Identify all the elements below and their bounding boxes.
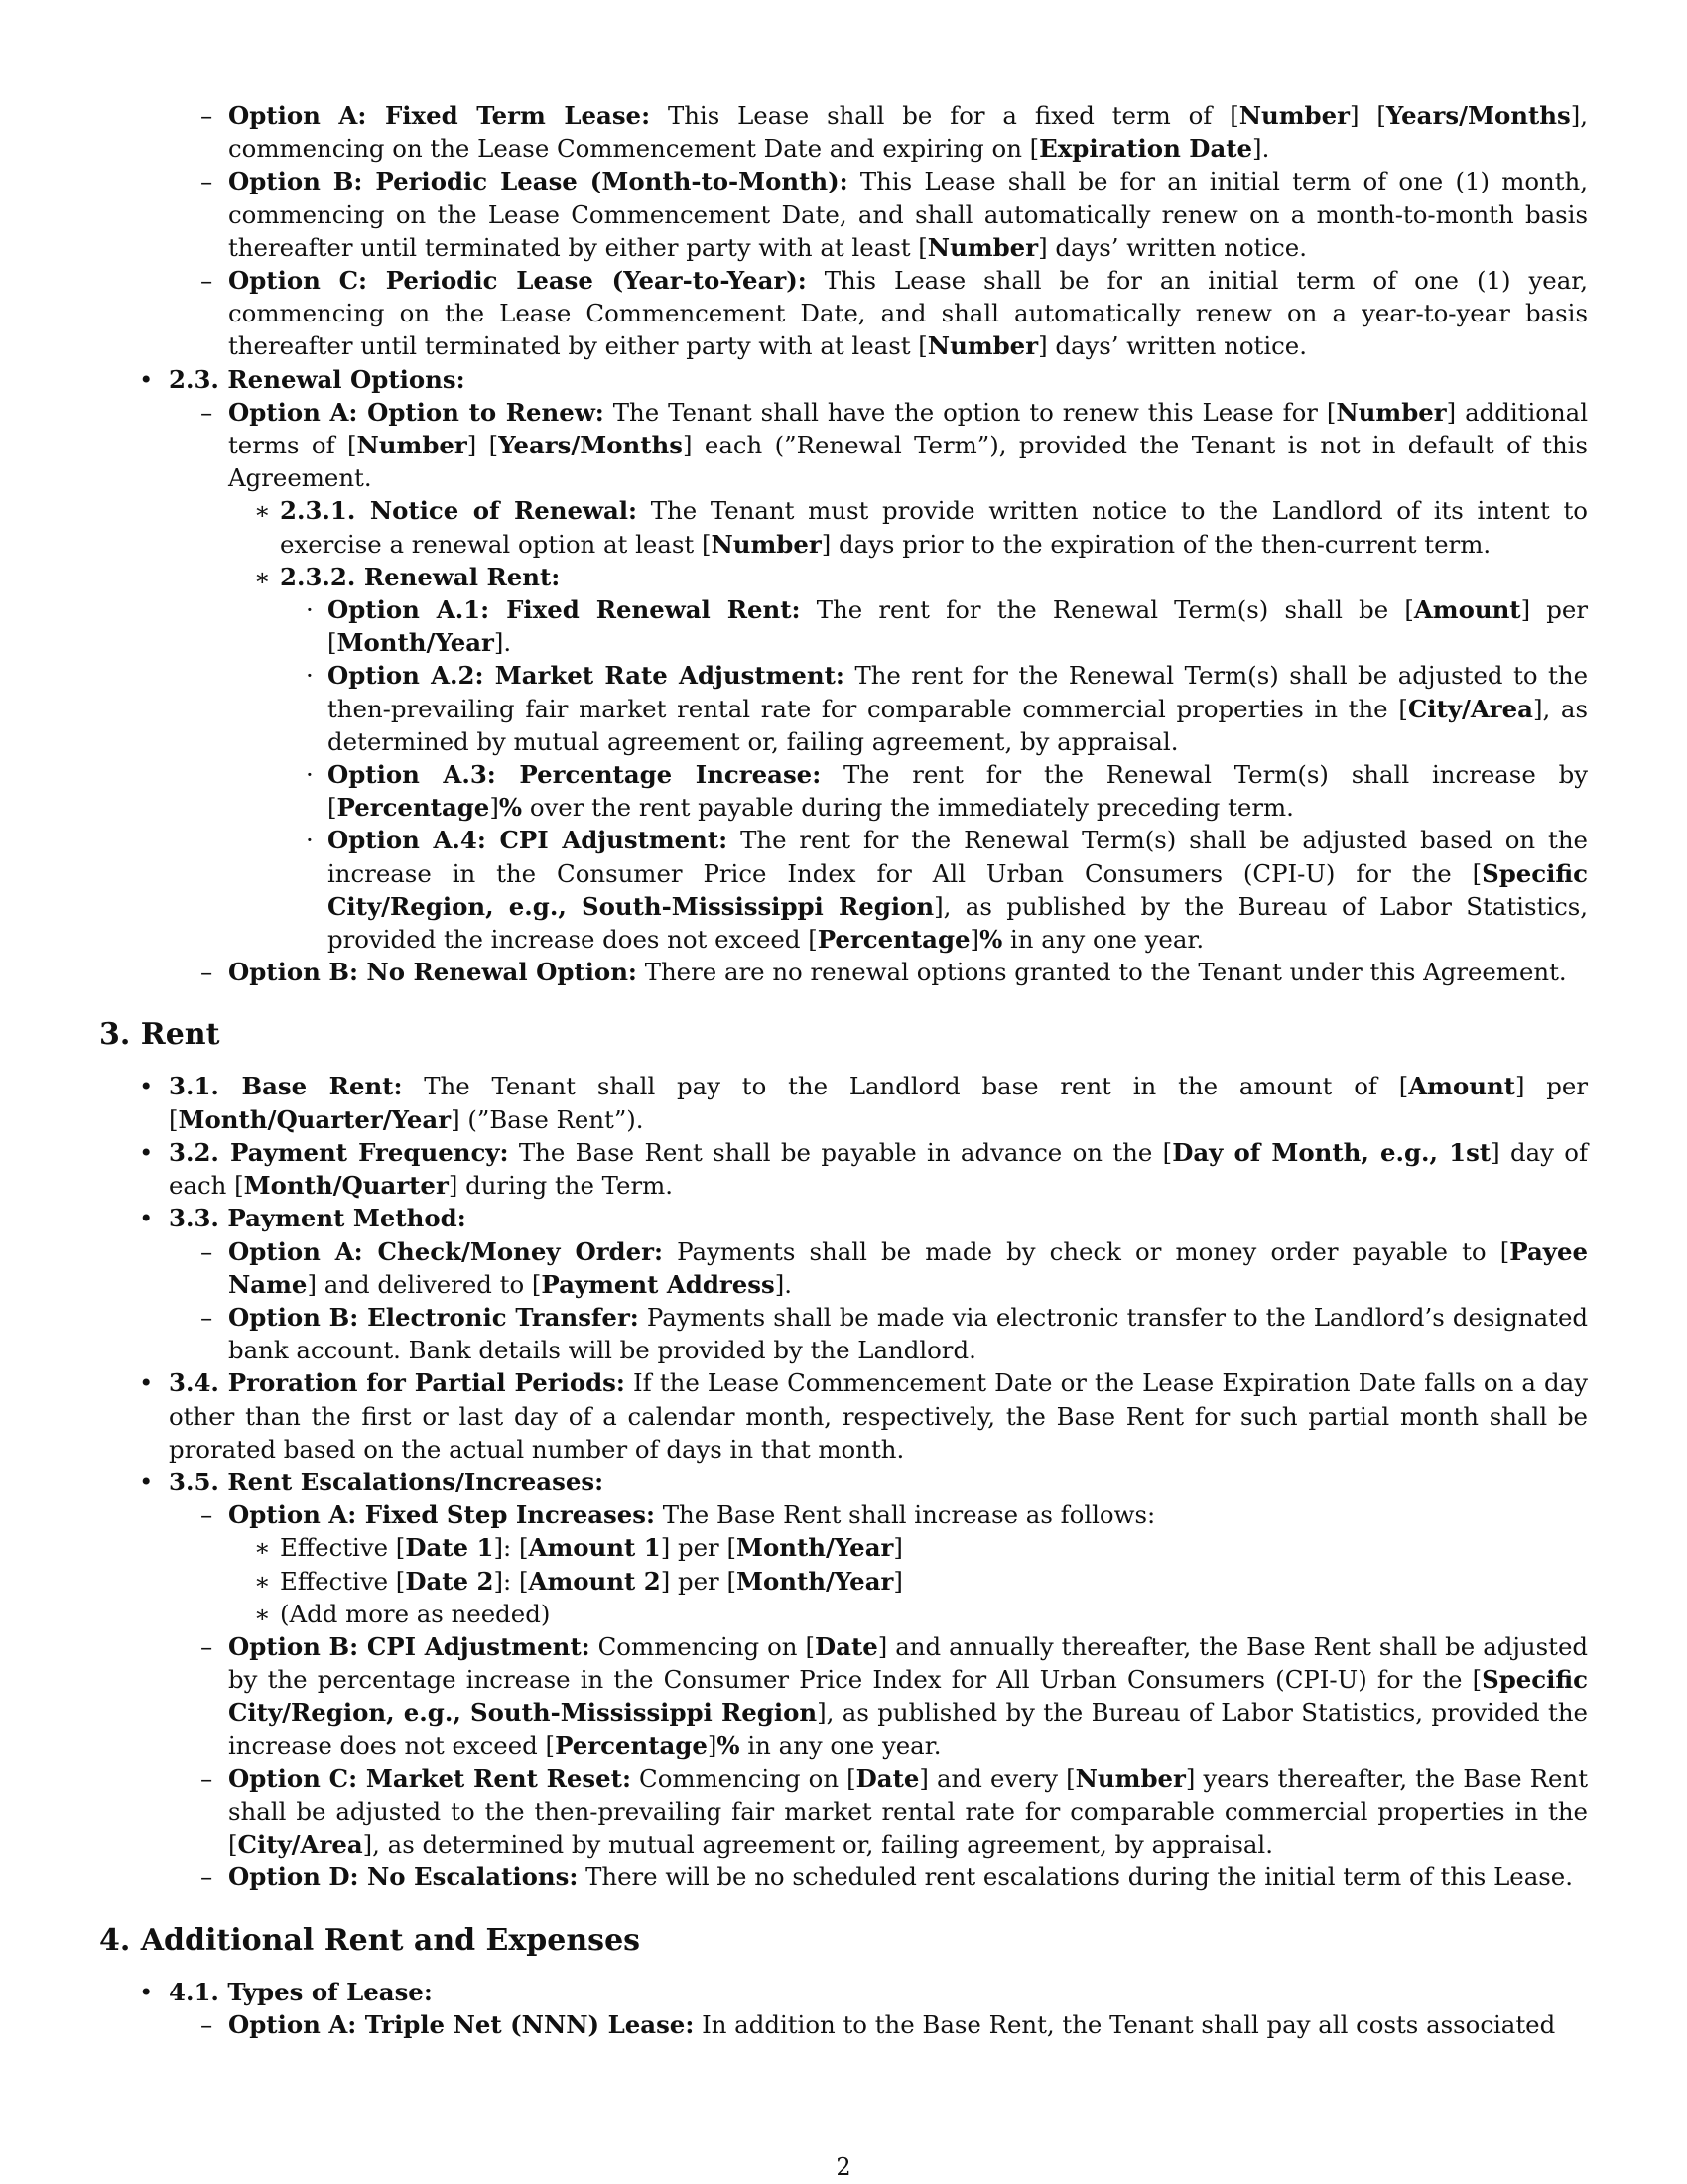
clause-3-5-rent-escalations xyxy=(139,1466,1588,1498)
clause-escalation-option-a: – Option A: Fixed Step Increases: The Base Rent shall increase as follows: xyxy=(228,1498,1588,1531)
placeholder: Month/Year xyxy=(336,628,494,658)
clause-3-3-payment-method xyxy=(139,1202,1588,1234)
dash-bullet: – xyxy=(200,1863,213,1892)
clause-label: Option A: Fixed Term Lease: xyxy=(228,101,651,130)
star-bullet: ∗ xyxy=(254,1533,271,1563)
placeholder: Number xyxy=(927,331,1039,361)
round-bullet: • xyxy=(139,1467,154,1496)
dot-bullet: · xyxy=(306,595,314,625)
clause-escalation-option-d: – Option D: No Escalations: There will be no scheduled rent escalations during the initial term of this Lease. xyxy=(228,1861,1588,1893)
clause-label: Option B: CPI Adjustment: xyxy=(228,1631,590,1661)
dash-bullet: – xyxy=(200,1236,213,1266)
round-bullet: • xyxy=(139,364,154,394)
placeholder: Payee Name xyxy=(228,1236,1588,1299)
clause-3-4-proration: • 3.4. Proration for Partial Periods: If the Lease Commencement Date or the Lease Expiration Date falls on a day other than the first or last day of a calendar month, respectively, the Base Rent for such partial month shall be prorated based on the actual number of days in that month. xyxy=(139,1368,1588,1464)
clause-label: Option B: No Renewal Option: xyxy=(228,958,637,987)
placeholder: Percentage xyxy=(817,925,971,955)
placeholder: Number xyxy=(927,232,1039,262)
clause-option-a3-percentage-increase: · Option A.3: Percentage Increase: The rent for the Renewal Term(s) shall increase by [Percentage]% over the rent payable during the immediately preceding term. xyxy=(306,760,1588,823)
clause-4-1-types-of-lease xyxy=(139,1976,1588,2008)
clause-3-1-base-rent: • 3.1. Base Rent: The Tenant shall pay to the Landlord base rent in the amount of [Amount] per [Month/Quarter/Year] (”Base Rent”). xyxy=(139,1072,1588,1134)
placeholder: Number xyxy=(356,431,467,460)
dash-bullet: – xyxy=(200,1763,213,1793)
clause-label: Option A.2: Market Rate Adjustment: xyxy=(327,661,844,691)
clause-label: 2.3.1. Notice of Renewal: xyxy=(280,496,638,526)
placeholder: Percentage xyxy=(555,1731,708,1760)
placeholder: City/Area xyxy=(237,1830,363,1860)
round-bullet: • xyxy=(139,1137,154,1167)
dash-bullet: – xyxy=(200,167,213,196)
placeholder: Specific City/Region, e.g., South-Mississippi Region xyxy=(327,858,1588,921)
placeholder: Amount 2 xyxy=(528,1566,661,1596)
placeholder: Amount xyxy=(1413,595,1521,625)
clause-option-b-periodic-month: – Option B: Periodic Lease (Month-to-Month): This Lease shall be for an initial term of one (1) month, commencing on the Lease Commencement Date, and shall automatically renew on a month-to-month basis thereafter until terminated by either party with at least [Number] days’ written notice. xyxy=(200,167,1588,262)
placeholder: Date xyxy=(855,1763,920,1793)
clause-option-a2-market-rate: · Option A.2: Market Rate Adjustment: The rent for the Renewal Term(s) shall be adjusted to the then-prevailing fair market rental rate for comparable commercial properties in the [City/Area], as determined by mutual agreement or, failing agreement, by appraisal. xyxy=(306,661,1589,756)
clause-payment-option-a: – Option A: Check/Money Order: Payments shall be made by check or money order payable to [Payee Name] and delivered to [Payment Address]. xyxy=(200,1236,1588,1299)
page-number: 2 xyxy=(836,2153,851,2181)
clause-2-3-renewal-options xyxy=(139,363,1588,396)
round-bullet: • xyxy=(139,1072,154,1101)
clause-renewal-option-a: – Option A: Option to Renew: The Tenant shall have the option to renew this Lease for [Number] additional terms of [Number] [Years/Months] each (”Renewal Term”), provided the Tenant is not in default of this Agreement. xyxy=(200,397,1589,493)
placeholder: Number xyxy=(1336,397,1447,427)
clause-label: Option C: Periodic Lease (Year-to-Year): xyxy=(228,266,807,296)
clause-3-2-payment-frequency: • 3.2. Payment Frequency: The Base Rent shall be payable in advance on the [Day of Month, e.g., 1st] day of each [Month/Quarter] during the Term. xyxy=(139,1137,1589,1201)
clause-label: Option A: Triple Net (NNN) Lease: xyxy=(228,2009,695,2039)
clause-label: Option A: Check/Money Order: xyxy=(228,1236,663,1266)
placeholder: Number xyxy=(711,529,822,559)
clause-escalation-option-b: – Option B: CPI Adjustment: Commencing on [Date] and annually thereafter, the Base Rent shall be adjusted by the percentage increase in the Consumer Price Index for All Urban Consumers (CPI-U) for the [Specific City/Region, e.g., South-Mississippi Region], as published by the Bureau of Labor Statistics, provided the increase does not exceed [Percentage]% in any one year. xyxy=(200,1631,1588,1760)
placeholder: Month/Year xyxy=(735,1533,894,1563)
step-increase-item: ∗ Effective [Date 1]: [Amount 1] per [Month/Year] xyxy=(280,1531,1588,1564)
clause-label: Option D: No Escalations: xyxy=(228,1863,579,1892)
placeholder: Month/Quarter/Year xyxy=(178,1104,452,1134)
placeholder: Amount xyxy=(1408,1072,1515,1101)
clause-option-a1-fixed-renewal-rent: · Option A.1: Fixed Renewal Rent: The rent for the Renewal Term(s) shall be [Amount] per [Month/Year]. xyxy=(306,595,1588,658)
clause-label: Option B: Periodic Lease (Month-to-Month): xyxy=(228,167,848,196)
document-body xyxy=(99,99,1588,2041)
dash-bullet: – xyxy=(200,1302,213,1332)
placeholder: Amount 1 xyxy=(528,1533,661,1563)
placeholder: Expiration Date xyxy=(1039,134,1253,164)
clause-label: 3.3. Payment Method: xyxy=(169,1204,466,1233)
round-bullet: • xyxy=(139,1977,154,2006)
placeholder: Years/Months xyxy=(1385,101,1571,130)
clause-label: 3.2. Payment Frequency: xyxy=(169,1137,509,1167)
placeholder: Specific City/Region, e.g., South-Mississippi Region xyxy=(228,1665,1588,1728)
clause-label: Option A.1: Fixed Renewal Rent: xyxy=(327,595,801,625)
clause-label: Option C: Market Rent Reset: xyxy=(228,1763,631,1793)
dash-bullet: – xyxy=(200,101,213,130)
step-increase-item: ∗ (Add more as needed) xyxy=(280,1598,1588,1630)
placeholder: Number xyxy=(1238,101,1350,130)
clause-label: 2.3. Renewal Options: xyxy=(169,364,465,394)
dot-bullet: · xyxy=(306,760,314,790)
clause-option-c-periodic-year: – Option C: Periodic Lease (Year-to-Year): This Lease shall be for an initial term of one (1) year, commencing on the Lease Commencement Date, and shall automatically renew on a year-to-year basis thereafter until terminated by either party with at least [Number] days’ written notice. xyxy=(200,266,1588,361)
round-bullet: • xyxy=(139,1204,154,1233)
star-bullet: ∗ xyxy=(254,562,271,591)
clause-label: 3.4. Proration for Partial Periods: xyxy=(169,1368,625,1398)
step-increase-item: ∗ Effective [Date 2]: [Amount 2] per [Month/Year] xyxy=(280,1565,1588,1598)
round-bullet: • xyxy=(139,1368,154,1398)
section-heading-rent: 3. Rent xyxy=(99,1017,220,1053)
dash-bullet: – xyxy=(200,1500,213,1530)
placeholder: Date 2 xyxy=(405,1566,494,1596)
clause-2-3-1-notice-of-renewal: ∗ 2.3.1. Notice of Renewal: The Tenant must provide written notice to the Landlord of its intent to exercise a renewal option at least [Number] days prior to the expiration of the then-current term. xyxy=(254,496,1588,559)
dot-bullet: · xyxy=(306,661,314,691)
dot-bullet: · xyxy=(306,826,314,855)
dash-bullet: – xyxy=(200,266,213,296)
star-bullet: ∗ xyxy=(254,1599,271,1628)
placeholder: Number xyxy=(1075,1763,1186,1793)
dash-bullet: – xyxy=(200,958,213,987)
placeholder: Date xyxy=(815,1631,878,1661)
clause-option-a-fixed-term: – Option A: Fixed Term Lease: This Lease shall be for a fixed term of [Number] [Years/Months], commencing on the Lease Commencement Date and expiring on [Expiration Date]. xyxy=(200,101,1588,164)
clause-triple-net-lease: – Option A: Triple Net (NNN) Lease: In addition to the Base Rent, the Tenant shall pay all costs associated xyxy=(228,2008,1588,2041)
placeholder: Years/Months xyxy=(498,431,684,460)
clause-option-a4-cpi-adjustment: · Option A.4: CPI Adjustment: The rent for the Renewal Term(s) shall be adjusted based on the increase in the Consumer Price Index for All Urban Consumers (CPI-U) for the [Specific City/Region, e.g., South-Mississippi Region], as published by the Bureau of Labor Statistics, provided the increase does not exceed [Percentage]% in any one year. xyxy=(306,826,1588,955)
clause-2-3-2-renewal-rent xyxy=(254,561,1588,593)
clause-label: 3.1. Base Rent: xyxy=(169,1072,403,1101)
placeholder: Payment Address xyxy=(541,1269,775,1299)
dash-bullet: – xyxy=(200,2009,213,2039)
placeholder: Day of Month, e.g., 1st xyxy=(1172,1137,1492,1167)
dash-bullet: – xyxy=(200,1631,213,1661)
star-bullet: ∗ xyxy=(254,496,271,526)
placeholder: Percentage xyxy=(336,793,490,823)
clause-label: Option A.3: Percentage Increase: xyxy=(327,760,822,790)
clause-escalation-option-c: – Option C: Market Rent Reset: Commencing on [Date] and every [Number] years thereafter, the Base Rent shall be adjusted to the then-prevailing fair market rental rate for comparable commercial properties in the [City/Area], as determined by mutual agreement or, failing agreement, by appraisal. xyxy=(200,1763,1588,1860)
placeholder: Month/Year xyxy=(735,1566,894,1596)
star-bullet: ∗ xyxy=(254,1566,271,1596)
clause-label: 4.1. Types of Lease: xyxy=(169,1977,433,2006)
clause-label: Option A.4: CPI Adjustment: xyxy=(327,826,728,855)
clause-label: 3.5. Rent Escalations/Increases: xyxy=(169,1467,604,1496)
clause-label: Option A: Option to Renew: xyxy=(228,397,604,427)
clause-renewal-option-b: – Option B: No Renewal Option: There are no renewal options granted to the Tenant under this Agreement. xyxy=(228,956,1588,988)
clause-payment-option-b: – Option B: Electronic Transfer: Payments shall be made via electronic transfer to the Landlord’s designated bank account. Bank details will be provided by the Landlord. xyxy=(200,1302,1588,1365)
dash-bullet: – xyxy=(200,397,213,427)
section-heading-additional-rent: 4. Additional Rent and Expenses xyxy=(99,1922,641,1958)
placeholder: Date 1 xyxy=(405,1533,494,1563)
placeholder: City/Area xyxy=(1407,694,1533,723)
placeholder: Month/Quarter xyxy=(243,1171,449,1201)
clause-label: 2.3.2. Renewal Rent: xyxy=(280,562,561,591)
clause-label: Option B: Electronic Transfer: xyxy=(228,1302,639,1332)
clause-label: Option A: Fixed Step Increases: xyxy=(228,1500,656,1530)
